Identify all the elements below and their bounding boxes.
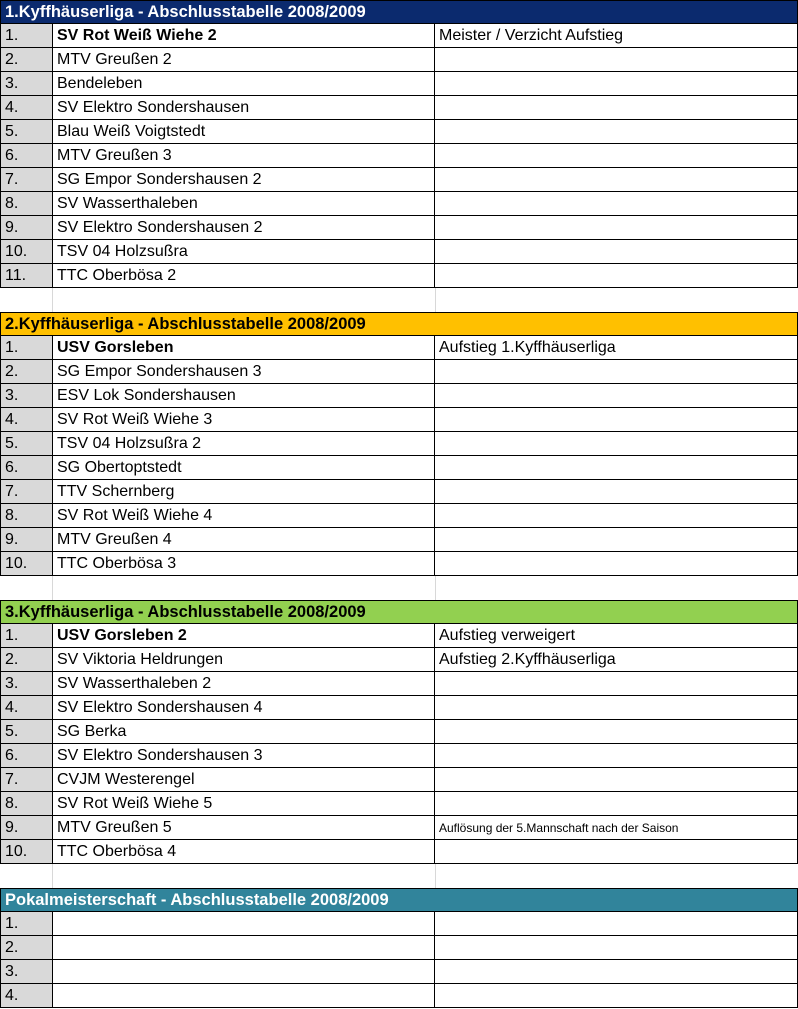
table-row [0, 216, 798, 240]
note-cell[interactable] [435, 96, 797, 119]
rank-cell[interactable]: 7. [1, 768, 53, 791]
note-cell[interactable] [435, 792, 797, 815]
rank-cell[interactable]: 11. [1, 264, 53, 287]
table-row [0, 528, 798, 552]
team-cell[interactable]: ESV Lok Sondershausen [53, 384, 435, 407]
table-row [0, 48, 798, 72]
note-cell[interactable] [435, 216, 797, 239]
note-cell[interactable] [435, 552, 797, 575]
table-row [0, 120, 798, 144]
team-cell[interactable] [53, 984, 435, 1007]
table-row [0, 192, 798, 216]
team-cell[interactable]: Bendeleben [53, 72, 435, 95]
table-row [0, 552, 798, 576]
rank-cell[interactable]: 3. [1, 384, 53, 407]
league-table [0, 888, 798, 1008]
table-row [0, 96, 798, 120]
empty-cell[interactable] [53, 288, 436, 312]
team-cell[interactable]: MTV Greußen 4 [53, 528, 435, 551]
empty-cell[interactable] [436, 288, 798, 312]
table-title[interactable]: 2.Kyffhäuserliga - Abschlusstabelle 2008/2009 [0, 312, 798, 336]
table-row [0, 696, 798, 720]
empty-cell[interactable] [53, 864, 436, 888]
note-cell[interactable] [435, 840, 797, 863]
note-cell[interactable] [435, 504, 797, 527]
team-cell[interactable]: SV Rot Weiß Wiehe 5 [53, 792, 435, 815]
note-cell[interactable] [435, 672, 797, 695]
team-cell[interactable]: SG Empor Sondershausen 2 [53, 168, 435, 191]
note-cell[interactable] [435, 144, 797, 167]
empty-cell[interactable] [0, 288, 53, 312]
team-cell[interactable]: SG Berka [53, 720, 435, 743]
note-cell[interactable] [435, 72, 797, 95]
team-cell[interactable]: Blau Weiß Voigtstedt [53, 120, 435, 143]
note-cell[interactable]: Meister / Verzicht Aufstieg [439, 26, 624, 44]
note-cell[interactable] [435, 720, 797, 743]
team-cell[interactable]: SV Elektro Sondershausen [53, 96, 435, 119]
table-row [0, 384, 798, 408]
note-cell[interactable] [435, 912, 797, 935]
rank-cell[interactable]: 1. [1, 624, 53, 647]
rank-cell[interactable]: 8. [1, 792, 53, 815]
team-cell[interactable]: TTC Oberbösa 2 [53, 264, 435, 287]
rank-cell[interactable]: 3. [1, 672, 53, 695]
team-cell[interactable] [53, 936, 435, 959]
team-cell[interactable]: MTV Greußen 3 [53, 144, 435, 167]
rank-cell[interactable]: 2. [1, 648, 53, 671]
rank-cell[interactable]: 2. [1, 360, 53, 383]
empty-cell[interactable] [436, 576, 798, 600]
team-cell[interactable]: TSV 04 Holzsußra 2 [53, 432, 435, 455]
team-cell[interactable]: SG Obertoptstedt [53, 456, 435, 479]
rank-cell[interactable]: 8. [1, 192, 53, 215]
table-row [0, 816, 798, 840]
table-row [0, 672, 798, 696]
table-row [0, 480, 798, 504]
team-cell[interactable] [53, 960, 435, 983]
table-title[interactable]: Pokalmeisterschaft - Abschlusstabelle 2008/2009 [0, 888, 798, 912]
table-row [0, 840, 798, 864]
team-cell[interactable]: TTC Oberbösa 4 [53, 840, 435, 863]
team-cell[interactable]: MTV Greußen 2 [53, 48, 435, 71]
empty-cell[interactable] [0, 576, 53, 600]
team-cell[interactable]: USV Gorsleben [53, 336, 435, 359]
league-table [0, 312, 798, 576]
team-cell[interactable]: TTV Schernberg [53, 480, 435, 503]
team-cell[interactable]: TTC Oberbösa 3 [53, 552, 435, 575]
team-cell[interactable] [53, 912, 435, 935]
note-cell[interactable] [435, 384, 797, 407]
note-cell[interactable] [435, 528, 797, 551]
table-row [0, 624, 798, 648]
rank-cell[interactable]: 6. [1, 744, 53, 767]
rank-cell[interactable]: 1. [1, 24, 53, 47]
note-cell[interactable] [435, 240, 797, 263]
table-row [0, 144, 798, 168]
table-row [0, 432, 798, 456]
table-row [0, 336, 798, 360]
note-cell[interactable] [435, 984, 797, 1007]
team-cell[interactable]: SV Elektro Sondershausen 4 [53, 696, 435, 719]
note-cell[interactable] [435, 120, 797, 143]
note-cell[interactable] [435, 960, 797, 983]
team-cell[interactable]: MTV Greußen 5 [53, 816, 435, 839]
table-row [0, 912, 798, 936]
note-cell[interactable] [435, 264, 797, 287]
team-cell[interactable]: CVJM Westerengel [53, 768, 435, 791]
team-cell[interactable]: SV Rot Weiß Wiehe 3 [53, 408, 435, 431]
table-row [0, 360, 798, 384]
table-row [0, 240, 798, 264]
rank-cell[interactable]: 4. [1, 984, 53, 1007]
team-cell[interactable]: SV Elektro Sondershausen 2 [53, 216, 435, 239]
rank-cell[interactable]: 1. [1, 912, 53, 935]
rank-cell[interactable]: 5. [1, 120, 53, 143]
table-row [0, 264, 798, 288]
team-cell[interactable]: USV Gorsleben 2 [53, 624, 435, 647]
table-row [0, 168, 798, 192]
team-cell[interactable]: SG Empor Sondershausen 3 [53, 360, 435, 383]
table-row [0, 936, 798, 960]
team-cell[interactable]: SV Viktoria Heldrungen [53, 648, 435, 671]
rank-cell[interactable]: 4. [1, 408, 53, 431]
note-cell[interactable] [435, 480, 797, 503]
team-cell[interactable]: SV Rot Weiß Wiehe 2 [53, 24, 435, 47]
table-row [0, 648, 798, 672]
rank-cell[interactable]: 4. [1, 696, 53, 719]
note-cell[interactable] [435, 456, 797, 479]
table-row [0, 792, 798, 816]
rank-cell[interactable]: 7. [1, 480, 53, 503]
rank-cell[interactable]: 9. [1, 216, 53, 239]
rank-cell[interactable]: 10. [1, 552, 53, 575]
rank-cell[interactable]: 7. [1, 168, 53, 191]
team-cell[interactable]: SV Wasserthaleben [53, 192, 435, 215]
rank-cell[interactable]: 3. [1, 72, 53, 95]
note-cell[interactable] [435, 768, 797, 791]
team-cell[interactable]: TSV 04 Holzsußra [53, 240, 435, 263]
league-table [0, 600, 798, 864]
rank-cell[interactable]: 8. [1, 504, 53, 527]
table-row [0, 72, 798, 96]
rank-cell[interactable]: 5. [1, 720, 53, 743]
empty-row [0, 864, 798, 888]
league-table [0, 0, 798, 288]
table-row [0, 984, 798, 1008]
rank-cell[interactable]: 4. [1, 96, 53, 119]
note-cell[interactable] [435, 696, 797, 719]
table-row [0, 960, 798, 984]
note-cell[interactable]: Aufstieg verweigert [439, 626, 576, 644]
team-cell[interactable]: SV Rot Weiß Wiehe 4 [53, 504, 435, 527]
empty-row [0, 576, 798, 600]
rank-cell[interactable]: 1. [1, 336, 53, 359]
rank-cell[interactable]: 10. [1, 840, 53, 863]
table-row [0, 408, 798, 432]
note-cell[interactable]: Auflösung der 5.Mannschaft nach der Saison [439, 820, 679, 835]
rank-cell[interactable]: 3. [1, 960, 53, 983]
table-title[interactable]: 1.Kyffhäuserliga - Abschlusstabelle 2008/2009 [0, 0, 798, 24]
note-cell[interactable] [435, 408, 797, 431]
team-cell[interactable]: SV Wasserthaleben 2 [53, 672, 435, 695]
rank-cell[interactable]: 2. [1, 48, 53, 71]
rank-cell[interactable]: 6. [1, 456, 53, 479]
table-row [0, 24, 798, 48]
rank-cell[interactable]: 9. [1, 816, 53, 839]
rank-cell[interactable]: 5. [1, 432, 53, 455]
empty-row [0, 288, 798, 312]
table-row [0, 456, 798, 480]
table-row [0, 720, 798, 744]
note-cell[interactable]: Aufstieg 2.Kyffhäuserliga [439, 650, 616, 668]
rank-cell[interactable]: 2. [1, 936, 53, 959]
note-cell[interactable] [435, 432, 797, 455]
rank-cell[interactable]: 6. [1, 144, 53, 167]
note-cell[interactable] [435, 168, 797, 191]
note-cell[interactable] [435, 360, 797, 383]
empty-cell[interactable] [53, 576, 436, 600]
table-row [0, 504, 798, 528]
empty-cell[interactable] [0, 864, 53, 888]
note-cell[interactable] [435, 744, 797, 767]
note-cell[interactable] [435, 192, 797, 215]
table-row [0, 768, 798, 792]
note-cell[interactable] [435, 48, 797, 71]
table-title[interactable]: 3.Kyffhäuserliga - Abschlusstabelle 2008/2009 [0, 600, 798, 624]
note-cell[interactable] [435, 936, 797, 959]
rank-cell[interactable]: 9. [1, 528, 53, 551]
table-row [0, 744, 798, 768]
empty-cell[interactable] [436, 864, 798, 888]
rank-cell[interactable]: 10. [1, 240, 53, 263]
note-cell[interactable]: Aufstieg 1.Kyffhäuserliga [439, 338, 616, 356]
team-cell[interactable]: SV Elektro Sondershausen 3 [53, 744, 435, 767]
